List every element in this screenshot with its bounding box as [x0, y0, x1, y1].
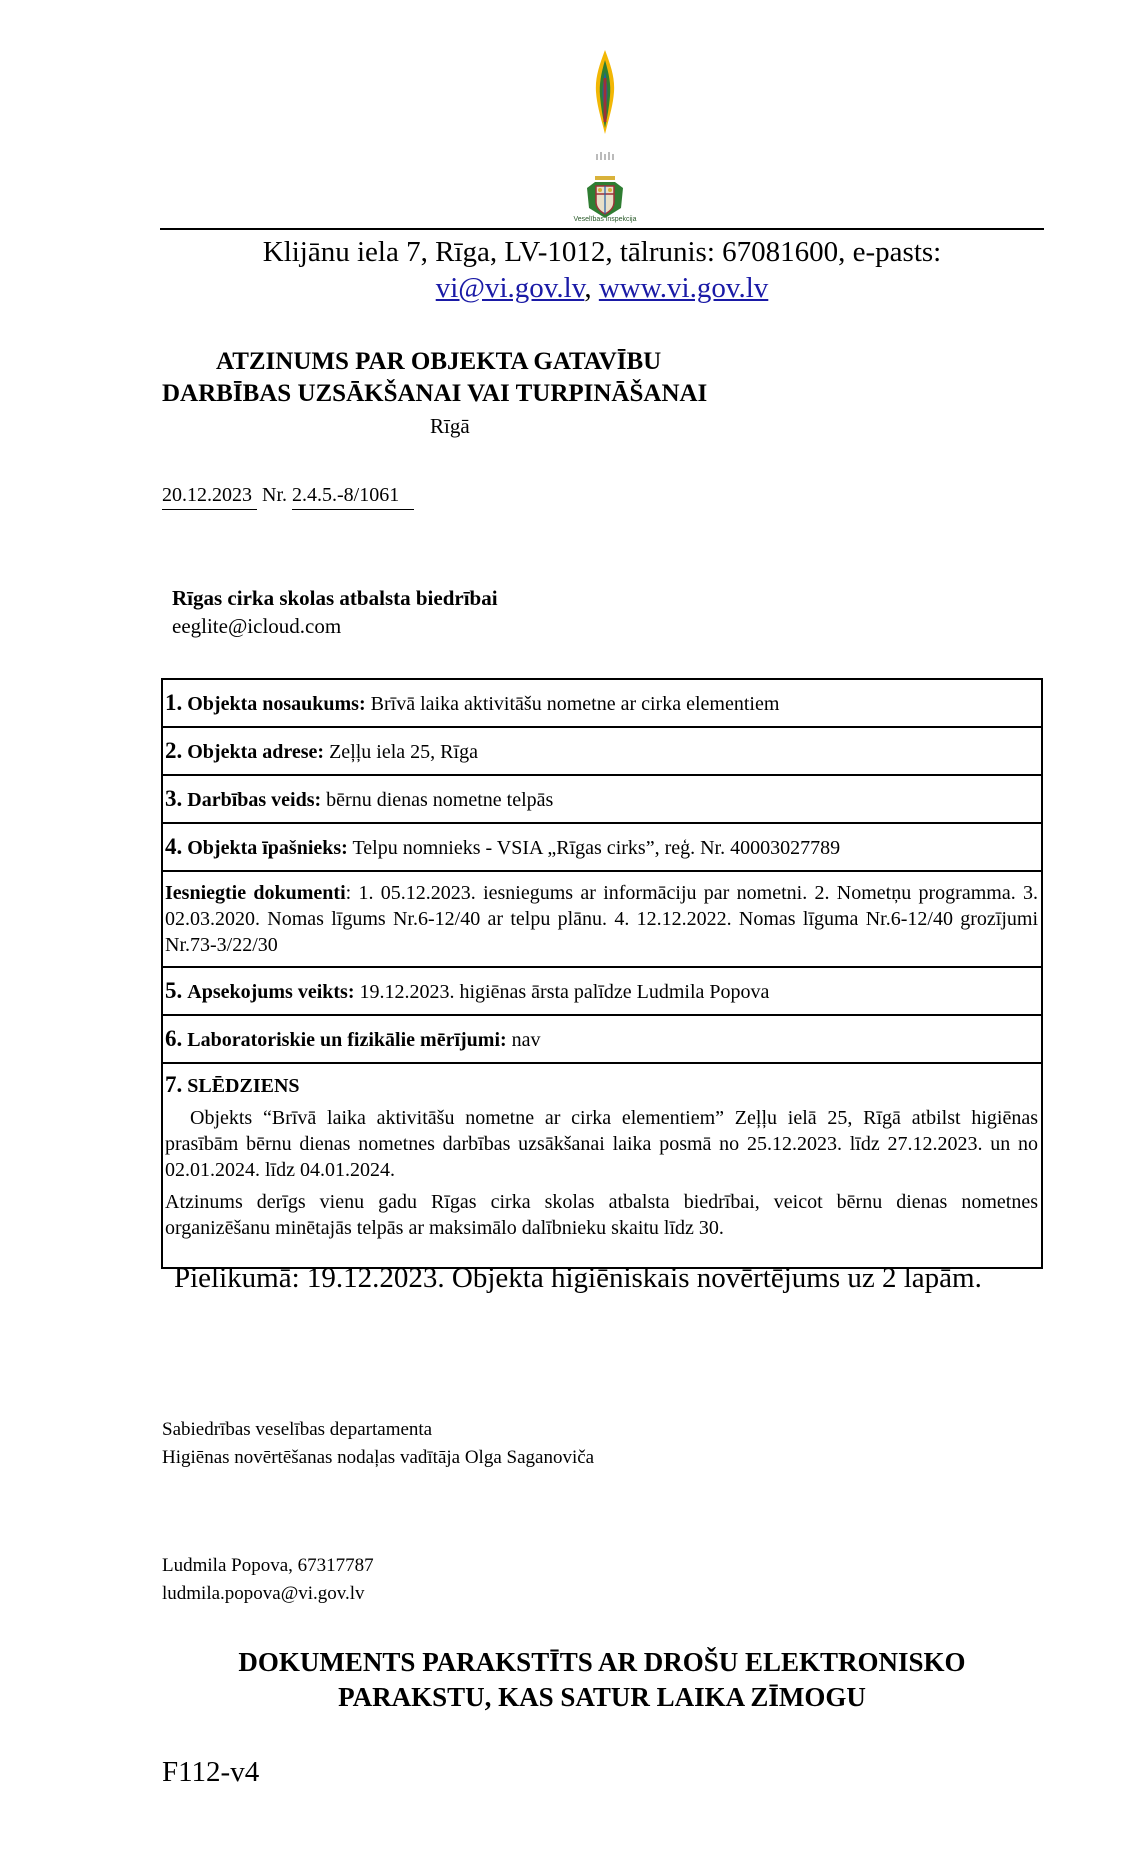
veselibas-inspekcija-logo [565, 48, 645, 228]
row-label: Objekta īpašnieks: [187, 837, 348, 859]
object-address-cell [162, 727, 1042, 775]
coat-of-arms-icon [565, 48, 645, 228]
table-row [162, 871, 1042, 967]
table-row [162, 1063, 1042, 1268]
logo-caption: Veselības inspekcija [573, 216, 637, 223]
object-owner-cell [162, 823, 1042, 871]
inspection-cell [162, 967, 1042, 1015]
row-number: 6. [165, 1026, 183, 1051]
recipient-block [172, 584, 498, 640]
institution-address [160, 234, 1044, 306]
form-code: F112-v4 [162, 1756, 260, 1788]
signatory-block [162, 1416, 594, 1472]
document-number: 2.4.5.-8/1061 [292, 484, 414, 510]
header-rule [160, 228, 1044, 230]
row-value: nav [511, 1029, 541, 1051]
row-label: Objekta adrese: [187, 741, 325, 763]
stamp-line-2: PARAKSTU, KAS SATUR LAIKA ZĪMOGU [338, 1682, 866, 1712]
row-value: bērnu dienas nometne telpās [326, 789, 554, 811]
table-row [162, 823, 1042, 871]
opinion-table [161, 678, 1043, 1269]
activity-type-cell [162, 775, 1042, 823]
registration-line [162, 484, 414, 510]
row-value: Zeļļu iela 25, Rīga [329, 741, 478, 763]
object-name-cell [162, 679, 1042, 727]
table-row [162, 775, 1042, 823]
issue-city: Rīgā [430, 414, 470, 438]
table-row [162, 967, 1042, 1015]
recipient-name: Rīgas cirka skolas atbalsta biedrībai [172, 586, 498, 610]
email-link[interactable]: vi@vi.gov.lv [435, 272, 585, 304]
row-number: 5. [165, 978, 183, 1003]
contact-email: ludmila.popova@vi.gov.lv [162, 1583, 365, 1604]
signatory-department: Sabiedrības veselības departamenta [162, 1419, 433, 1440]
row-value: : 1. 05.12.2023. iesniegums ar informāciju par nometni. 2. Nometņu programma. 3. 02.03.2020. Nomas līgums Nr.6-12/40 ar telpu plānu. 4. 12.12.2022. Nomas līguma Nr.6-12/40 grozījumi Nr.73-3/22/30 [165, 882, 1038, 956]
conclusion-heading: SLĒDZIENS [187, 1075, 300, 1097]
submitted-documents-cell [162, 871, 1042, 967]
electronic-signature-notice [160, 1645, 1044, 1715]
conclusion-paragraph-2: Atzinums derīgs vienu gadu Rīgas cirka skolas atbalsta biedrībai, veicot bērnu dienas nometnes organizēšanu minētajās telpās ar maksimālo dalībnieku skaitu līdz 30. [165, 1191, 1038, 1239]
signatory-position: Higiēnas novērtēšanas nodaļas vadītāja Olga Saganoviča [162, 1447, 595, 1468]
table-row [162, 1015, 1042, 1063]
number-label: Nr. [262, 484, 287, 506]
row-number: 3. [165, 786, 183, 811]
stamp-line-1: DOKUMENTS PARAKSTĪTS AR DROŠU ELEKTRONISKO [238, 1647, 966, 1677]
row-number: 1. [165, 690, 183, 715]
conclusion-paragraph-1: Objekts “Brīvā laika aktivitāšu nometne ar cirka elementiem” Zeļļu ielā 25, Rīgā atbilst higiēnas prasībām bērnu dienas nometnes darbības uzsākšanai laika posmā no 25.12.2023. līdz 27.12.2023. un no 02.01.2024. līdz 04.01.2024. [165, 1107, 1038, 1181]
address-line: Klijānu iela 7, Rīga, LV-1012, tālrunis: 67081600, e-pasts: [262, 236, 942, 268]
row-number: 4. [165, 834, 183, 859]
row-number: 2. [165, 738, 183, 763]
title-line-1: ATZINUMS PAR OBJEKTA GATAVĪBU [216, 348, 662, 375]
website-link[interactable]: www.vi.gov.lv [598, 272, 769, 304]
document-title [162, 346, 707, 410]
row-value: Brīvā laika aktivitāšu nometne ar cirka elementiem [370, 693, 780, 715]
recipient-email: eeglite@icloud.com [172, 614, 342, 638]
row-value: Telpu nomnieks - VSIA „Rīgas cirks”, reģ. Nr. 40003027789 [352, 837, 841, 859]
row-value: 19.12.2023. higiēnas ārsta palīdze Ludmila Popova [359, 981, 770, 1003]
document-date: 20.12.2023 [162, 484, 257, 510]
row-label: Apsekojums veikts: [187, 981, 355, 1003]
row-label: Darbības veids: [187, 789, 322, 811]
link-separator: , [584, 272, 599, 304]
conclusion-cell [162, 1063, 1042, 1268]
contact-block [162, 1552, 374, 1608]
row-label: Laboratoriskie un fizikālie mērījumi: [187, 1029, 507, 1051]
title-line-2: DARBĪBAS UZSĀKŠANAI VAI TURPINĀŠANAI [162, 380, 708, 407]
contact-name-phone: Ludmila Popova, 67317787 [162, 1555, 374, 1576]
table-row [162, 727, 1042, 775]
measurements-cell [162, 1015, 1042, 1063]
row-label: Iesniegtie dokumenti [165, 882, 346, 904]
table-row [162, 679, 1042, 727]
row-number: 7. [165, 1072, 183, 1097]
attachment-note: Pielikumā: 19.12.2023. Objekta higiēniskais novērtējums uz 2 lapām. [174, 1262, 982, 1294]
row-label: Objekta nosaukums: [187, 693, 366, 715]
